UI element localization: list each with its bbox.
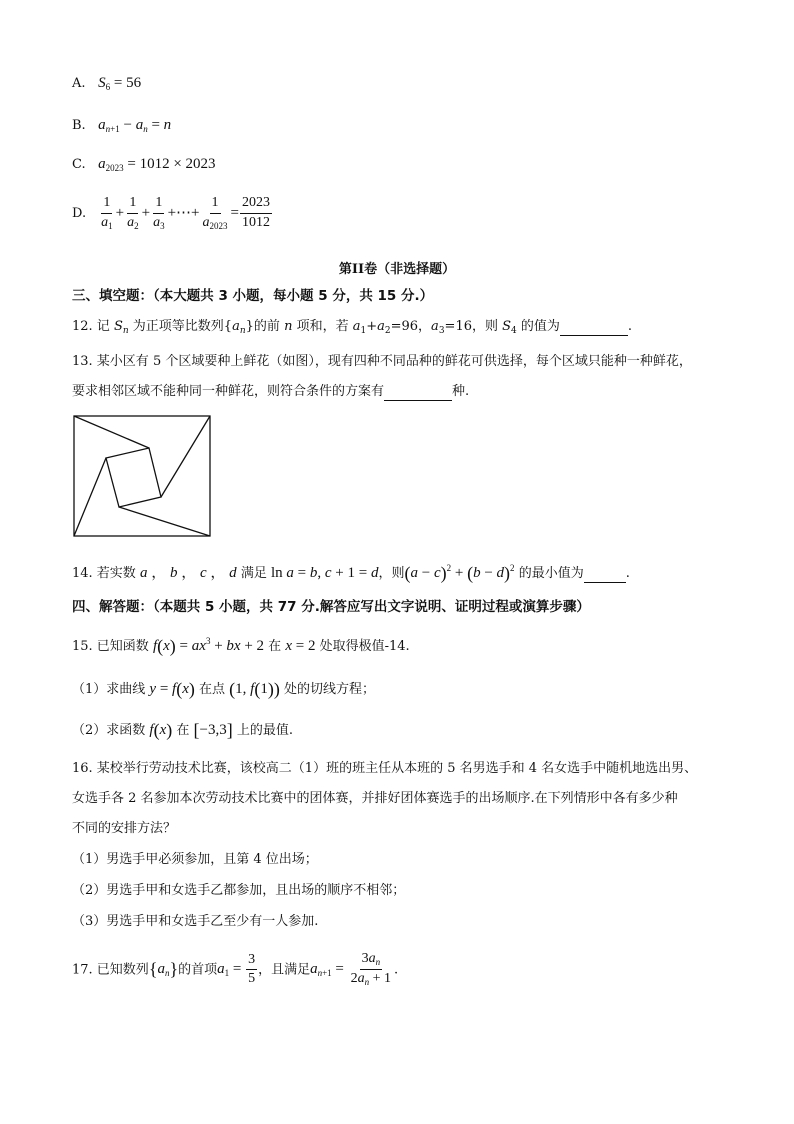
option-a-label: A. (72, 76, 86, 91)
q13-answer-blank[interactable] (384, 387, 452, 401)
option-a-formula: $S_6 = 56$ (98, 75, 142, 92)
q12-text-6: =16，则 (444, 319, 503, 334)
question-15-part1: （1）求曲线 y = f(x) 在点 (1, f(1)) 处的切线方程； (72, 679, 375, 699)
section3-heading: 三、填空题：（本大题共 3 小题，每小题 5 分，共 15 分.） (72, 288, 434, 304)
figure-line-left (74, 458, 106, 536)
question-16-line1: 16. 某校举行劳动技术比赛，该校高二（1）班的班主任从本班的 5 名男选手和 4 名女选手中随机地选出男、 (72, 761, 698, 776)
q14-text-3: ，则 (378, 566, 405, 581)
question-12: 12. 记 $S_n$ 为正项等比数列$\{a_n\}$的前 n 项和，若 $a_1+a_2=96$，$a_3=16$，则 $S_4$ 的值为 . (72, 319, 633, 336)
q14-answer-blank[interactable] (584, 569, 626, 583)
q13-text-b: 种. (452, 384, 470, 399)
question-13-line2 (72, 385, 469, 401)
q17-text-4: . (394, 962, 399, 978)
question-16-part3: （3）男选手甲和女选手乙至少有一人参加. (72, 914, 319, 929)
option-b (72, 118, 171, 134)
option-c-formula: $a_{2023} = 1012 \times 2023$ (98, 156, 216, 173)
q15-text-1: 15. 已知函数 (72, 639, 153, 654)
q15-text-3: 处取得极值-14. (315, 639, 410, 654)
q17-text-3: ，且满足 (258, 962, 311, 978)
volume-title: 第II卷（非选择题） (338, 262, 456, 277)
option-c (72, 157, 216, 173)
option-b-label: B. (72, 118, 86, 133)
q17-text-2: 的首项 (178, 962, 218, 978)
figure-line-right (161, 416, 210, 497)
q12-text-1: 12. 记 (72, 319, 114, 334)
q12-text-8: . (627, 319, 633, 334)
question-13-line1: 13. 某小区有 5 个区域要种上鲜花（如图），现有四种不同品种的鲜花可供选择，每个区域只能种一种鲜花， (72, 354, 692, 369)
flower-region-figure (73, 415, 211, 537)
q12-answer-blank[interactable] (560, 322, 628, 336)
q15-text-2: 在 (264, 639, 286, 654)
q17-text-1: 17. 已知数列 (72, 962, 149, 978)
option-a (72, 76, 141, 92)
q14-text-4: 的最小值为 (518, 566, 584, 581)
q14-text-1: 14. 若实数 (72, 566, 136, 581)
figure-inner-square (106, 448, 161, 507)
question-16-line2: 女选手各 2 名参加本次劳动技术比赛中的团体赛，并排好团体赛选手的出场顺序.在下列情形中各有多少种 (72, 791, 678, 806)
question-16-line3: 不同的安排方法？ (72, 821, 177, 836)
option-d-label: D. (72, 206, 87, 222)
q12-text-2: 为正项等比数列 (128, 319, 224, 334)
figure-outer-square (74, 416, 210, 536)
q12-text-4: 项和，若 (292, 319, 353, 334)
option-d (72, 196, 273, 231)
q12-text-5: =96， (390, 319, 432, 334)
q15-part1-text-b: 在点 (194, 682, 230, 697)
option-d-formula: $\frac{1}{a_1}$ + $\frac{1}{a_2}$ + $\frac{1}{a_3}$ +⋯+ $\frac{1}{a_{2023}}$ = $\frac{2023}{1012}$ (101, 195, 270, 231)
section4-heading: 四、解答题：（本题共 5 小题，共 77 分.解答应写出文字说明、证明过程或演算步骤） (72, 599, 590, 615)
q12-text-3: 的前 (253, 319, 285, 334)
q15-part1-text-a: （1）求曲线 (72, 682, 150, 697)
figure-line-bottom (119, 507, 210, 536)
q15-part2-text-a: （2）求函数 (72, 723, 150, 738)
q15-part2-text-c: 上的最值. (232, 723, 293, 738)
question-15-part2: （2）求函数 f(x) 在 [−3,3] 上的最值. (72, 720, 293, 740)
option-b-formula: $a_{n+1} - a_n = n$ (98, 117, 172, 134)
figure-line-top (74, 416, 149, 448)
q14-text-5: . (625, 566, 630, 581)
question-16-part2: （2）男选手甲和女选手乙都参加，且出场的顺序不相邻； (72, 883, 406, 898)
q15-part2-text-b: 在 (172, 723, 194, 738)
question-17: 17. 已知数列$\{a_n\}$的首项$a_1$ = $\frac{3}{5}$ ，且满足$a_{n+1}$ = $\frac{3a_n}{2a_n + 1}$ . (72, 951, 399, 988)
option-c-label: C. (72, 157, 86, 172)
question-15: 15. 已知函数 $f(x) = ax^3$ + bx + 2 在 x = 2 处取得极值-14. (72, 636, 410, 656)
q12-text-7: 的值为 (516, 319, 560, 334)
q13-text-a: 要求相邻区域不能种同一种鲜花，则符合条件的方案有 (72, 384, 385, 399)
question-16-part1: （1）男选手甲必须参加，且第 4 位出场； (72, 852, 318, 867)
question-14: 14. 若实数 a ， b ， c ， d 满足 ln a = b, c + 1 = d，则$(a - c)^2 + (b - d)^2$ 的最小值为 . (72, 563, 630, 583)
q15-part1-text-c: 处的切线方程； (279, 682, 375, 697)
q14-text-2: 满足 (240, 566, 267, 581)
